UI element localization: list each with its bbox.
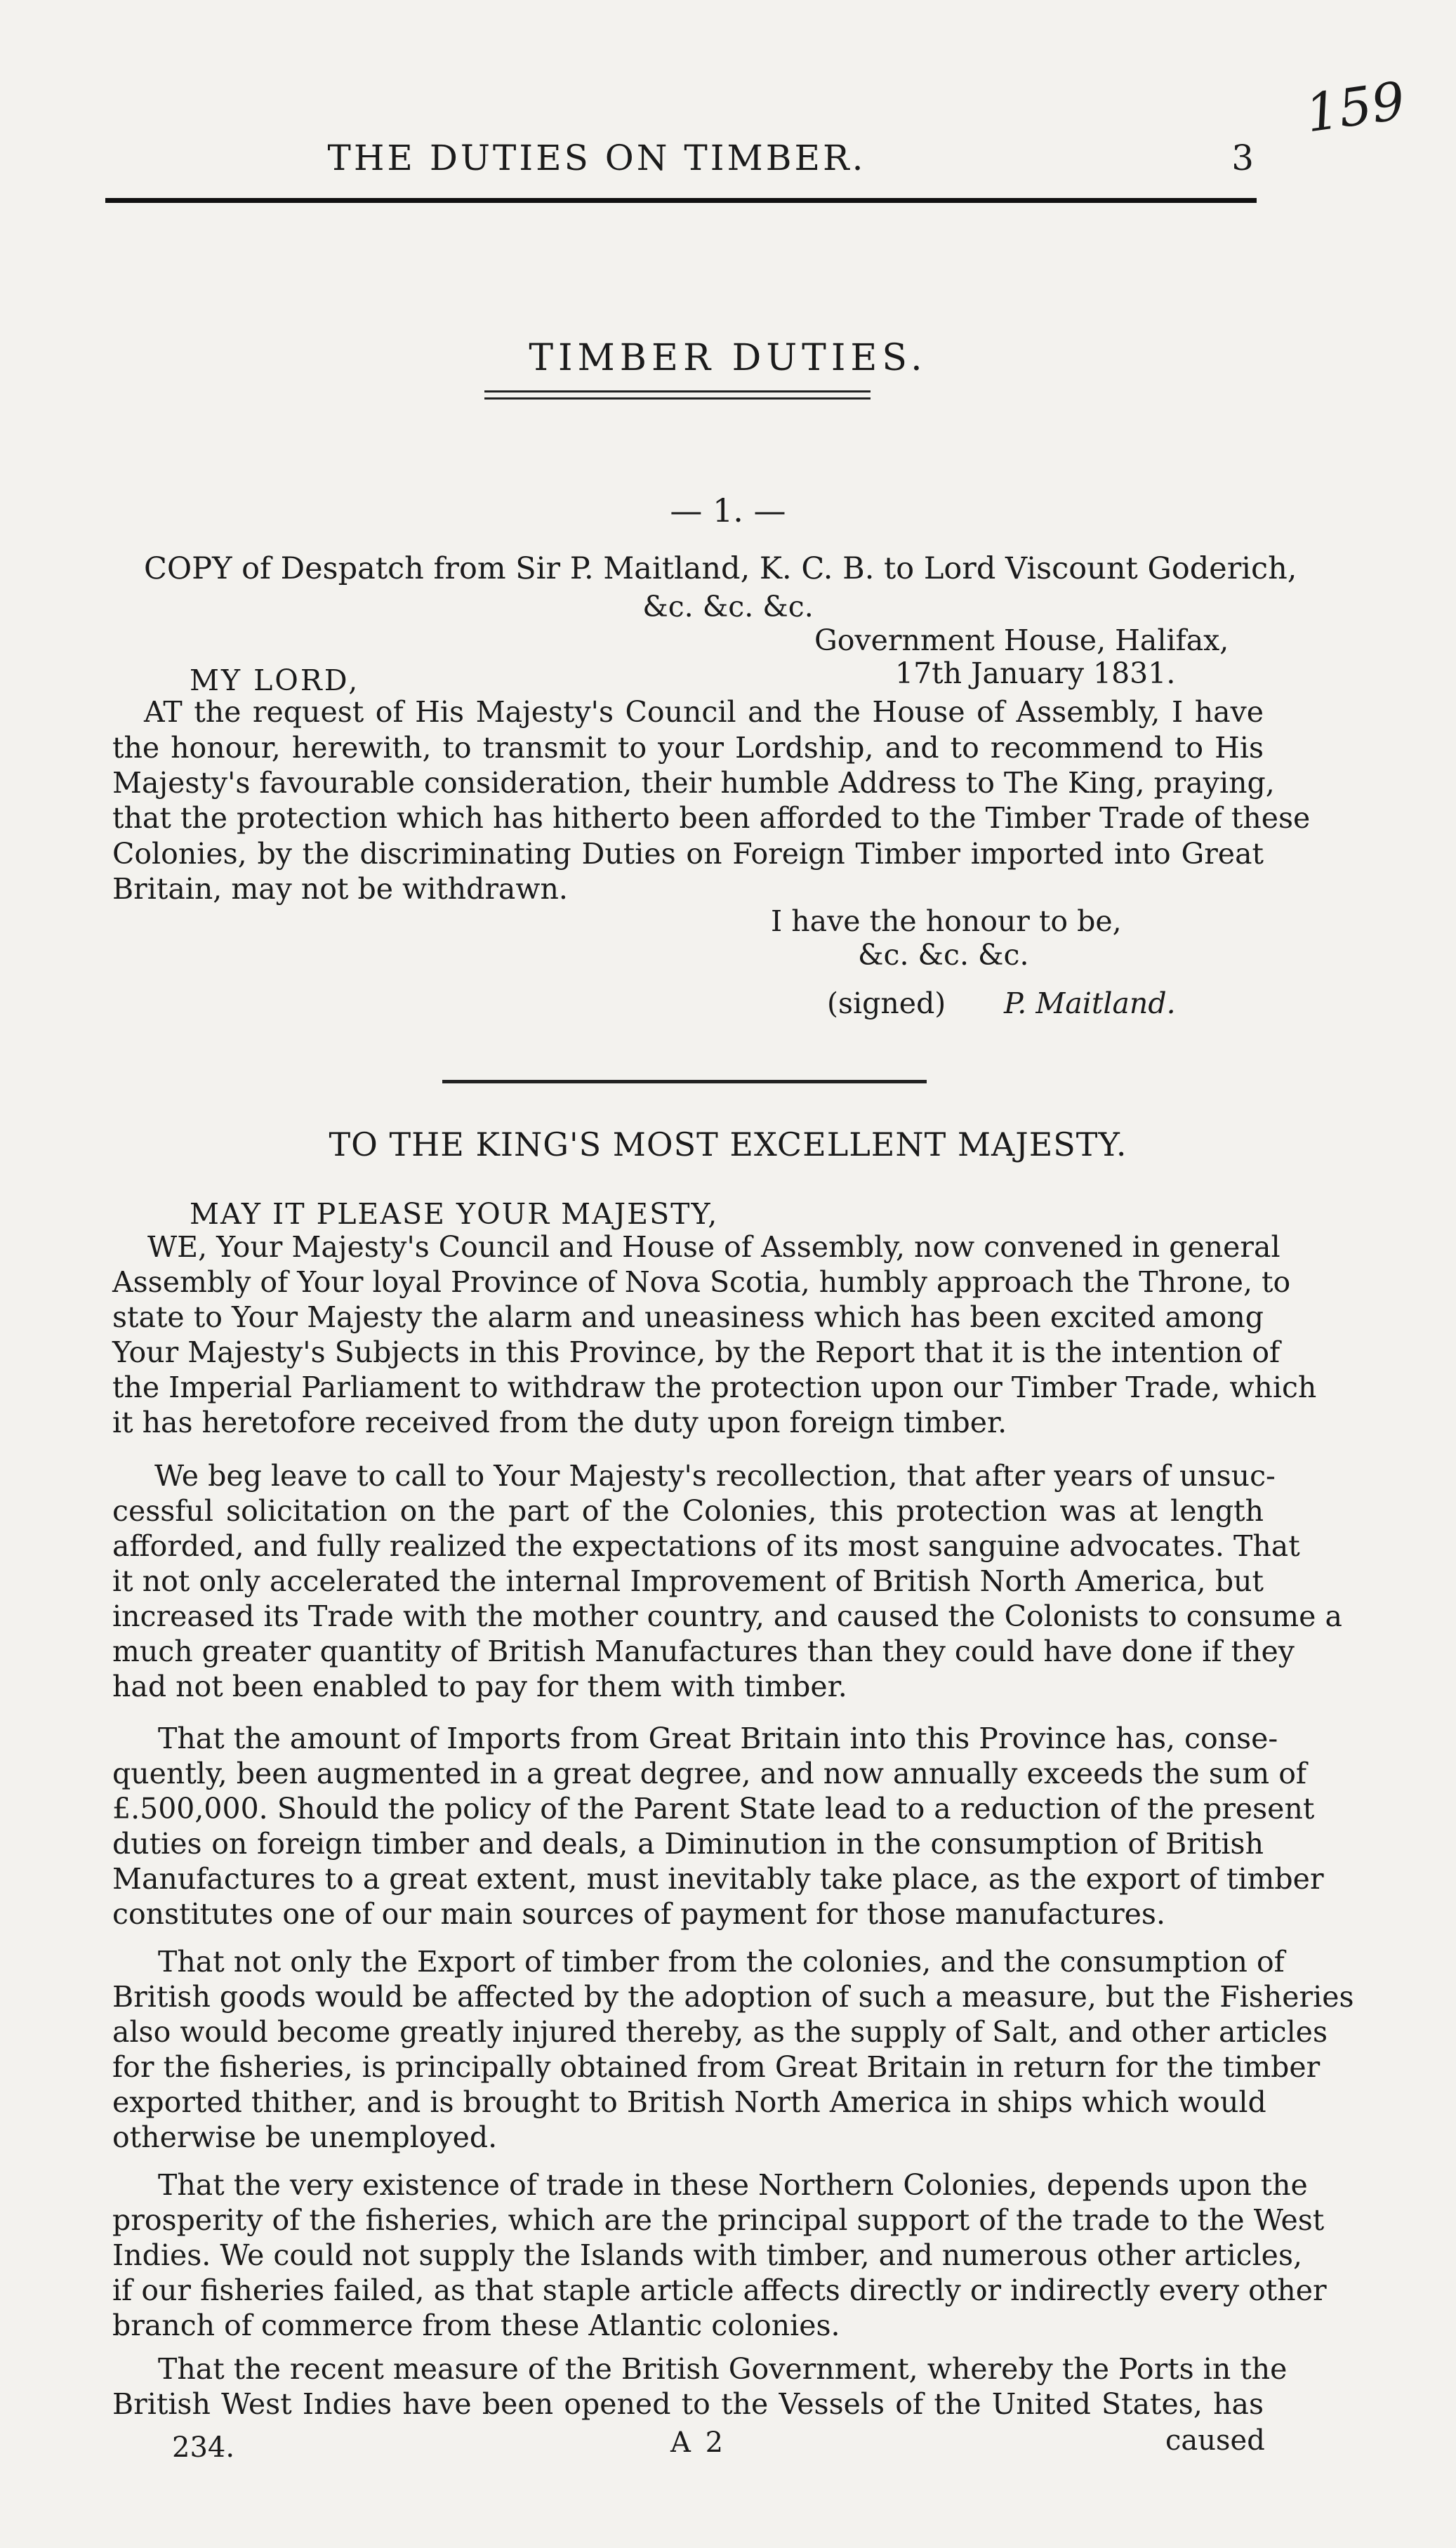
despatch-place: Government House, Halifax, <box>814 623 1229 657</box>
text-line: had not been enabled to pay for them with timber. <box>112 1670 847 1703</box>
catchword: caused <box>1165 2424 1265 2457</box>
running-head-title: THE DUTIES ON TIMBER. <box>327 138 866 178</box>
signed-label: (signed) <box>827 986 946 1020</box>
text-line: afforded, and fully realized the expectations of its most sanguine advocates. That <box>112 1529 1300 1563</box>
closing-line: I have the honour to be, <box>771 904 1122 938</box>
text-line: AT the request of His Majesty's Council and the House of Assembly, I have <box>144 695 1264 729</box>
text-line: much greater quantity of British Manufactures than they could have done if they <box>112 1635 1295 1668</box>
title-rule-upper <box>484 390 871 392</box>
text-line: otherwise be unemployed. <box>112 2120 498 2154</box>
footer-number: 234. <box>172 2431 235 2464</box>
signature: P. Maitland. <box>1004 986 1176 1020</box>
text-line: That not only the Export of timber from the colonies, and the consumption of <box>158 1945 1285 1979</box>
despatch-date: 17th January 1831. <box>895 656 1176 690</box>
title-rule-lower <box>484 397 871 400</box>
text-line: the honour, herewith, to transmit to your Lordship, and to recommend to His <box>112 731 1264 765</box>
text-line: Assembly of Your loyal Province of Nova Scotia, humbly approach the Throne, to <box>112 1265 1291 1299</box>
text-line: Majesty's favourable consideration, their humble Address to The King, praying, <box>112 766 1275 800</box>
despatch-heading-line1: COPY of Despatch from Sir P. Maitland, K. C. B. to Lord Viscount Goderich, <box>144 551 1297 586</box>
text-line: duties on foreign timber and deals, a Diminution in the consumption of British <box>112 1827 1264 1861</box>
text-line: that the protection which has hitherto been afforded to the Timber Trade of these <box>112 801 1311 835</box>
text-line: We beg leave to call to Your Majesty's recollection, that after years of unsuc- <box>154 1459 1276 1493</box>
header-rule <box>105 198 1257 203</box>
running-head <box>105 138 1257 187</box>
text-line: exported thither, and is brought to British North America in ships which would <box>112 2085 1266 2119</box>
text-line: Britain, may not be withdrawn. <box>112 872 568 906</box>
text-line: British West Indies have been opened to the Vessels of the United States, has <box>112 2387 1264 2421</box>
text-line: That the recent measure of the British Government, whereby the Ports in the <box>158 2352 1288 2386</box>
page-number: 3 <box>1231 138 1257 178</box>
text-line: branch of commerce from these Atlantic colonies. <box>112 2309 840 2342</box>
text-line: prosperity of the fisheries, which are the principal support of the trade to the West <box>112 2203 1325 2237</box>
text-line: if our fisheries failed, as that staple article affects directly or indirectly every other <box>112 2273 1327 2307</box>
text-line: WE, Your Majesty's Council and House of Assembly, now convened in general <box>147 1230 1280 1264</box>
separator-rule <box>442 1080 927 1083</box>
text-line: That the amount of Imports from Great Britain into this Province has, conse- <box>158 1722 1278 1755</box>
despatch-heading-line2: &c. &c. &c. <box>642 590 814 623</box>
text-line: increased its Trade with the mother country, and caused the Colonists to consume a <box>112 1599 1342 1633</box>
text-line: constitutes one of our main sources of payment for those manufactures. <box>112 1897 1166 1931</box>
section-number: — 1. — <box>670 491 786 529</box>
text-line: cessful solicitation on the part of the Colonies, this protection was at length <box>112 1494 1264 1528</box>
text-line: Manufactures to a great extent, must inevitably take place, as the export of timber <box>112 1862 1324 1896</box>
text-line: Colonies, by the discriminating Duties on Foreign Timber imported into Great <box>112 837 1264 871</box>
text-line: for the fisheries, is principally obtained from Great Britain in return for the timber <box>112 2050 1321 2084</box>
despatch-salutation: MY LORD, <box>190 664 360 697</box>
text-line: state to Your Majesty the alarm and uneasiness which has been excited among <box>112 1300 1264 1334</box>
section-title: TIMBER DUTIES. <box>529 337 927 379</box>
text-line: British goods would be affected by the adoption of such a measure, but the Fisheries <box>112 1980 1354 2014</box>
text-line: That the very existence of trade in these Northern Colonies, depends upon the <box>158 2168 1308 2202</box>
text-line: the Imperial Parliament to withdraw the protection upon our Timber Trade, which <box>112 1371 1317 1404</box>
text-line: also would become greatly injured thereby, as the supply of Salt, and other articles <box>112 2015 1328 2049</box>
handwritten-folio-number: 159 <box>1302 70 1409 145</box>
signature-mark: A 2 <box>670 2427 727 2459</box>
text-line: Indies. We could not supply the Islands with timber, and numerous other articles, <box>112 2238 1303 2272</box>
closing-etc: &c. &c. &c. <box>858 938 1029 972</box>
text-line: £.500,000. Should the policy of the Parent State lead to a reduction of the present <box>112 1792 1315 1826</box>
text-line: quently, been augmented in a great degree, and now annually exceeds the sum of <box>112 1757 1307 1790</box>
address-heading: TO THE KING'S MOST EXCELLENT MAJESTY. <box>329 1126 1127 1163</box>
address-salutation: MAY IT PLEASE YOUR MAJESTY, <box>190 1197 719 1231</box>
text-line: it has heretofore received from the duty upon foreign timber. <box>112 1406 1007 1439</box>
text-line: Your Majesty's Subjects in this Province, by the Report that it is the intention of <box>112 1335 1280 1369</box>
text-line: it not only accelerated the internal Improvement of British North America, but <box>112 1564 1264 1598</box>
